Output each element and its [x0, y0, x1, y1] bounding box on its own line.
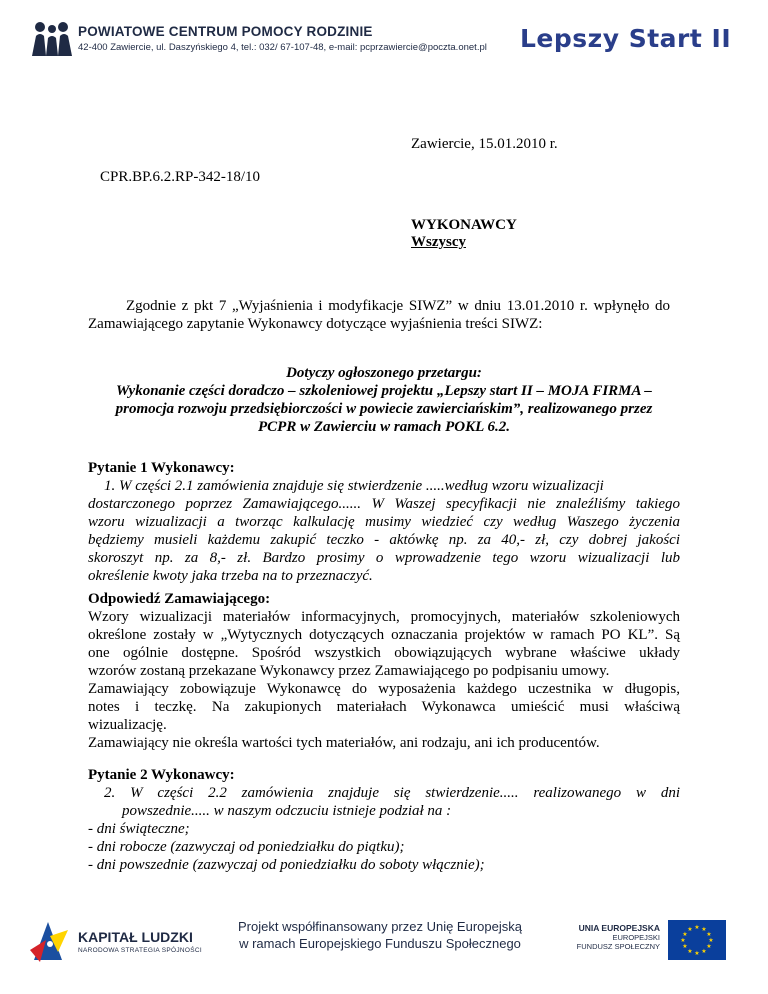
subject-line: Wykonanie części doradczo – szkoleniowej projektu „Lepszy start II – MOJA FIRMA – — [116, 383, 652, 399]
cofinancing-line: Projekt współfinansowany przez Unię Europejską — [238, 919, 522, 934]
eu-line: EUROPEJSKI — [612, 933, 660, 942]
recipient-line1: WYKONAWCY — [411, 217, 517, 233]
q2-line: powszednie..... w naszym odczuciu istnieje podział na : — [122, 803, 452, 819]
q1-line: wzoru wizualizacji a tworząc kalkulację musimy wiedzieć czy według Waszego życzenia — [88, 514, 680, 530]
q2-line: - dni świąteczne; — [88, 821, 190, 837]
header-address: 42-400 Zawiercie, ul. Daszyńskiego 4, tel.: 032/ 67-107-48, e-mail: pcprzawiercie@poczta.onet.pl — [78, 42, 487, 53]
q1-line: dostarczonego poprzez Zamawiającego...... W Waszej specyfikacji nie znaleźliśmy takiego — [88, 496, 680, 512]
cofinancing-line: w ramach Europejskiego Funduszu Społecznego — [239, 936, 521, 951]
q2-heading: Pytanie 2 Wykonawcy: — [88, 767, 235, 783]
pcpr-logo — [30, 20, 74, 58]
a1-line: wzorów zostaną przekazane Wykonawcy przez Zamawiającego po podpisaniu umowy. — [88, 663, 610, 679]
q1-line: 1. W części 2.1 zamówienia znajduje się stwierdzenie .....według wzoru wizualizacji — [104, 478, 604, 494]
q1-line: określenie kwoty jaka trzeba na to przeznaczyć. — [88, 568, 373, 584]
eu-line: UNIA EUROPEJSKA — [578, 923, 660, 933]
a1-body — [88, 608, 680, 752]
subject-line: promocja rozwoju przedsiębiorczości w powiecie zawierciańskim”, realizowanego przez — [115, 401, 653, 417]
svg-text:★: ★ — [682, 943, 688, 950]
svg-text:★: ★ — [687, 926, 693, 933]
svg-text:★: ★ — [701, 926, 707, 933]
kapital-ludzki-logo — [28, 916, 72, 964]
a1-heading: Odpowiedź Zamawiającego: — [88, 591, 271, 607]
q2-body — [88, 784, 680, 874]
q1-line: będziemy musieli każdemu zakupić teczko - aktówkę np. za 40,- zł, czy dobrej jakości — [88, 532, 680, 548]
kapital-ludzki-emblem-icon — [28, 916, 72, 964]
q1-heading: Pytanie 1 Wykonawcy: — [88, 460, 235, 476]
eu-line: FUNDUSZ SPOŁECZNY — [576, 942, 660, 951]
intro-paragraph — [88, 297, 670, 333]
subject-block — [84, 364, 684, 436]
eu-flag — [668, 920, 726, 960]
eu-stars-flag-icon — [668, 920, 726, 960]
subject-line: PCPR w Zawierciu w ramach POKL 6.2. — [258, 419, 510, 435]
svg-text:★: ★ — [694, 924, 700, 931]
a1-line: Zamawiający zobowiązuje Wykonawcę do wyposażenia każdego uczestnika w długopis, — [88, 681, 680, 697]
svg-text:★: ★ — [687, 948, 693, 955]
svg-text:★: ★ — [706, 943, 712, 950]
a1-line: notes i teczkę. Na zakupionych materiałach Wykonawca umieścić musi właściwą — [88, 699, 680, 715]
a1-line: określone zostały w „Wytycznych dotyczących oznaczania projektów w ramach PO KL”. Są — [88, 627, 680, 643]
eu-text — [540, 923, 660, 951]
svg-text:★: ★ — [694, 950, 700, 957]
svg-text:★: ★ — [708, 937, 714, 944]
a1-line: one ogólnie dostępne. Spośród wszystkich obowiązujących wybrane właściwe układy — [88, 645, 680, 661]
svg-text:★: ★ — [706, 931, 712, 938]
reference-number: CPR.BP.6.2.RP-342-18/10 — [100, 169, 261, 185]
a1-line: Wzory wizualizacji materiałów informacyjnych, promocyjnych, materiałów szkoleniowych — [88, 609, 680, 625]
header-brand: Lepszy Start II — [520, 24, 732, 53]
q2-line: - dni powszednie (zazwyczaj od poniedziałku do soboty włącznie); — [88, 857, 485, 873]
cofinancing-note — [230, 918, 530, 952]
q2-line: - dni robocze (zazwyczaj od poniedziałku do piątku); — [88, 839, 405, 855]
a1-line: wizualizację. — [88, 717, 167, 733]
svg-text:★: ★ — [682, 931, 688, 938]
subject-line: Dotyczy ogłoszonego przetargu: — [286, 365, 482, 381]
place-date: Zawiercie, 15.01.2010 r. — [411, 136, 558, 152]
intro-line: Zamawiającego zapytanie Wykonawcy dotyczące wyjaśnienia treści SIWZ: — [88, 316, 543, 332]
q1-body — [88, 477, 680, 585]
q1-line: skoroszyt np. za 8,- zł. Bardzo prosimy o wprowadzenie tego wzoru wizualizacji lub — [88, 550, 680, 566]
a1-line: Zamawiający nie określa wartości tych materiałów, ani rodzaju, ani ich producentów. — [88, 735, 600, 751]
intro-line: Zgodnie z pkt 7 „Wyjaśnienia i modyfikacje SIWZ” w dniu 13.01.2010 r. wpłynęło do — [126, 298, 670, 314]
svg-text:★: ★ — [680, 937, 686, 944]
recipient-line2: Wszyscy — [411, 234, 466, 250]
svg-text:★: ★ — [701, 948, 707, 955]
kl-subtitle: NARODOWA STRATEGIA SPÓJNOŚCI — [78, 947, 202, 954]
q2-line: 2. W części 2.2 zamówienia znajduje się stwierdzenie..... realizowanego w dni — [104, 785, 680, 801]
header-org-name: POWIATOWE CENTRUM POMOCY RODZINIE — [78, 24, 373, 39]
kl-title: KAPITAŁ LUDZKI — [78, 929, 193, 945]
family-figures-icon — [30, 20, 74, 58]
